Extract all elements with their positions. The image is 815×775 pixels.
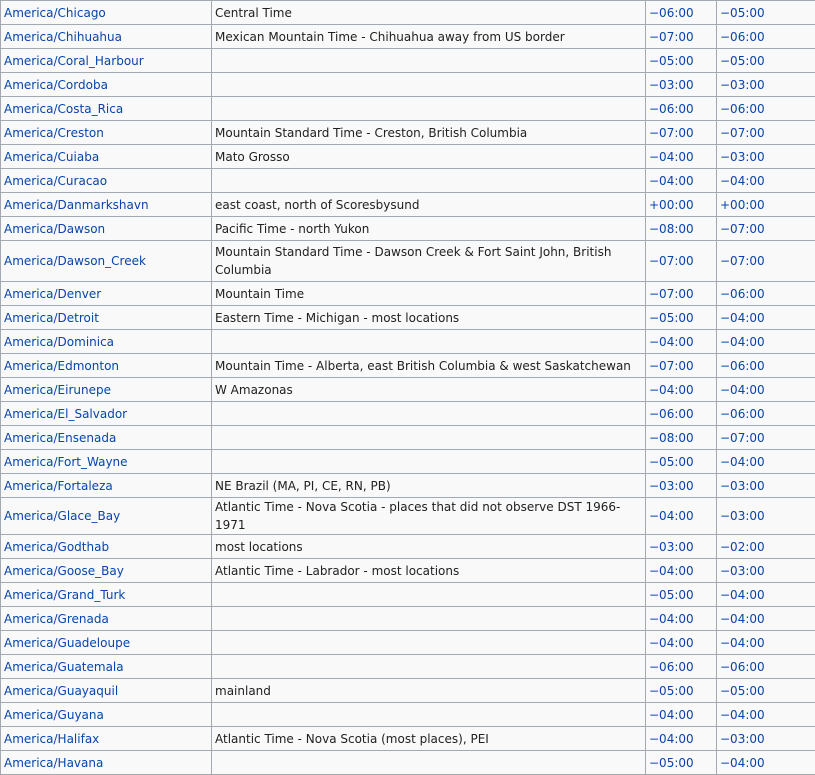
utc-offset-cell: +00:00 [646,193,717,217]
timezone-table-body [1,1,815,775]
zone-comment-cell [212,751,646,775]
zone-name-cell [1,426,212,450]
utc-offset-cell: −06:00 [646,1,717,25]
utc-offset-cell: −05:00 [646,679,717,703]
utc-offset-cell: −06:00 [646,655,717,679]
zone-comment-cell: mainland [212,679,646,703]
zone-name-cell [1,498,212,535]
zone-name-cell [1,751,212,775]
zone-link[interactable]: America/Coral_Harbour [4,54,144,68]
zone-link[interactable]: America/Dawson_Creek [4,254,146,268]
zone-comment-cell: Pacific Time - north Yukon [212,217,646,241]
zone-comment-cell: Mato Grosso [212,145,646,169]
utc-offset-cell: −05:00 [646,306,717,330]
utc-dst-offset-cell: −07:00 [717,426,815,450]
zone-link[interactable]: America/Guayaquil [4,684,118,698]
table-row [1,193,815,217]
zone-comment-cell: Eastern Time - Michigan - most locations [212,306,646,330]
table-row [1,727,815,751]
utc-offset-cell: −07:00 [646,121,717,145]
table-row [1,97,815,121]
zone-link[interactable]: America/Dawson [4,222,105,236]
utc-offset-cell: −03:00 [646,73,717,97]
zone-comment-cell: Mountain Time - Alberta, east British Columbia & west Saskatchewan [212,354,646,378]
table-row [1,169,815,193]
zone-comment-cell: most locations [212,535,646,559]
zone-name-cell [1,241,212,282]
utc-offset-cell: −07:00 [646,354,717,378]
zone-name-cell [1,402,212,426]
table-row [1,679,815,703]
zone-comment-cell [212,426,646,450]
zone-name-cell [1,607,212,631]
table-row [1,426,815,450]
zone-link[interactable]: America/Chicago [4,6,106,20]
table-row [1,450,815,474]
zone-name-cell [1,145,212,169]
zone-comment-cell [212,402,646,426]
zone-comment-cell: Atlantic Time - Labrador - most locations [212,559,646,583]
zone-name-cell [1,121,212,145]
zone-name-cell [1,679,212,703]
table-row [1,282,815,306]
zone-link[interactable]: America/Detroit [4,311,99,325]
table-row [1,330,815,354]
table-row [1,306,815,330]
zone-name-cell [1,330,212,354]
table-row [1,25,815,49]
zone-link[interactable]: America/Chihuahua [4,30,122,44]
utc-offset-cell: −08:00 [646,426,717,450]
utc-dst-offset-cell: −04:00 [717,751,815,775]
utc-dst-offset-cell: −05:00 [717,1,815,25]
zone-name-cell [1,193,212,217]
table-row [1,607,815,631]
table-row [1,751,815,775]
utc-offset-cell: −07:00 [646,241,717,282]
zone-name-cell [1,73,212,97]
zone-link[interactable]: America/Glace_Bay [4,509,120,523]
zone-comment-cell [212,97,646,121]
zone-link[interactable]: America/Guadeloupe [4,636,130,650]
zone-name-cell [1,727,212,751]
utc-dst-offset-cell: −04:00 [717,631,815,655]
zone-name-cell [1,703,212,727]
table-row [1,631,815,655]
zone-link[interactable]: America/Dominica [4,335,114,349]
utc-offset-cell: −04:00 [646,330,717,354]
utc-offset-cell: −04:00 [646,727,717,751]
zone-comment-cell: Mountain Time [212,282,646,306]
utc-offset-cell: −06:00 [646,97,717,121]
utc-dst-offset-cell: −06:00 [717,282,815,306]
zone-name-cell [1,559,212,583]
utc-dst-offset-cell: −04:00 [717,583,815,607]
table-row [1,474,815,498]
utc-dst-offset-cell: −05:00 [717,49,815,73]
zone-comment-cell: east coast, north of Scoresbysund [212,193,646,217]
utc-offset-cell: −04:00 [646,378,717,402]
zone-comment-cell: Mountain Standard Time - Creston, British Columbia [212,121,646,145]
zone-comment-cell [212,655,646,679]
zone-comment-cell: Atlantic Time - Nova Scotia (most places), PEI [212,727,646,751]
zone-comment-cell [212,631,646,655]
table-row [1,559,815,583]
zone-link[interactable]: America/Fort_Wayne [4,455,128,469]
utc-dst-offset-cell: −03:00 [717,559,815,583]
utc-offset-cell: −04:00 [646,703,717,727]
utc-offset-cell: −08:00 [646,217,717,241]
utc-dst-offset-cell: −07:00 [717,217,815,241]
zone-name-cell [1,282,212,306]
zone-name-cell [1,583,212,607]
zone-link[interactable]: America/Guyana [4,708,104,722]
utc-offset-cell: −07:00 [646,282,717,306]
utc-dst-offset-cell: −06:00 [717,25,815,49]
utc-offset-cell: −04:00 [646,498,717,535]
table-row [1,241,815,282]
table-row [1,121,815,145]
zone-comment-cell [212,450,646,474]
table-row [1,378,815,402]
zone-name-cell [1,97,212,121]
zone-name-cell [1,306,212,330]
zone-name-cell [1,25,212,49]
zone-comment-cell [212,607,646,631]
utc-dst-offset-cell: −04:00 [717,450,815,474]
zone-name-cell [1,655,212,679]
zone-comment-cell [212,169,646,193]
utc-dst-offset-cell: −04:00 [717,607,815,631]
zone-link[interactable]: America/Edmonton [4,359,119,373]
utc-dst-offset-cell: −04:00 [717,330,815,354]
zone-link[interactable]: America/Costa_Rica [4,102,123,116]
utc-dst-offset-cell: −05:00 [717,679,815,703]
zone-comment-cell: NE Brazil (MA, PI, CE, RN, PB) [212,474,646,498]
utc-dst-offset-cell: −03:00 [717,73,815,97]
utc-dst-offset-cell: −06:00 [717,402,815,426]
utc-offset-cell: −03:00 [646,474,717,498]
utc-dst-offset-cell: −03:00 [717,145,815,169]
zone-comment-cell: Mexican Mountain Time - Chihuahua away from US border [212,25,646,49]
utc-offset-cell: −05:00 [646,49,717,73]
utc-offset-cell: −04:00 [646,169,717,193]
zone-name-cell [1,49,212,73]
utc-offset-cell: −03:00 [646,535,717,559]
zone-link[interactable]: America/Ensenada [4,431,116,445]
utc-dst-offset-cell: −04:00 [717,378,815,402]
zone-comment-cell: Atlantic Time - Nova Scotia - places that did not observe DST 1966-1971 [212,498,646,535]
zone-link[interactable]: America/Grenada [4,612,109,626]
zone-comment-cell: Mountain Standard Time - Dawson Creek & Fort Saint John, British Columbia [212,241,646,282]
zone-name-cell [1,1,212,25]
zone-comment-cell [212,49,646,73]
table-row [1,49,815,73]
zone-name-cell [1,378,212,402]
utc-dst-offset-cell: −06:00 [717,354,815,378]
table-row [1,354,815,378]
table-row [1,583,815,607]
zone-name-cell [1,217,212,241]
zone-link[interactable]: America/Halifax [4,732,99,746]
table-row [1,1,815,25]
table-row [1,535,815,559]
utc-dst-offset-cell: −06:00 [717,655,815,679]
utc-offset-cell: −04:00 [646,559,717,583]
utc-offset-cell: −06:00 [646,402,717,426]
utc-offset-cell: −05:00 [646,751,717,775]
zone-name-cell [1,354,212,378]
zone-link[interactable]: America/Eirunepe [4,383,111,397]
zone-link[interactable]: America/Fortaleza [4,479,113,493]
table-row [1,73,815,97]
zone-comment-cell: W Amazonas [212,378,646,402]
utc-dst-offset-cell: +00:00 [717,193,815,217]
utc-offset-cell: −04:00 [646,631,717,655]
zone-comment-cell [212,330,646,354]
table-row [1,217,815,241]
utc-dst-offset-cell: −03:00 [717,474,815,498]
utc-dst-offset-cell: −04:00 [717,306,815,330]
zone-link[interactable]: America/Curacao [4,174,107,188]
zone-link[interactable]: America/Danmarkshavn [4,198,149,212]
zone-link[interactable]: America/Goose_Bay [4,564,124,578]
zone-comment-cell: Central Time [212,1,646,25]
zone-link[interactable]: America/Cuiaba [4,150,99,164]
zone-comment-cell [212,583,646,607]
table-row [1,402,815,426]
table-row [1,703,815,727]
zone-link[interactable]: America/Havana [4,756,103,770]
zone-name-cell [1,450,212,474]
zone-name-cell [1,169,212,193]
utc-dst-offset-cell: −06:00 [717,97,815,121]
zone-name-cell [1,474,212,498]
utc-offset-cell: −05:00 [646,583,717,607]
utc-dst-offset-cell: −04:00 [717,703,815,727]
utc-dst-offset-cell: −03:00 [717,727,815,751]
zone-name-cell [1,631,212,655]
zone-comment-cell [212,73,646,97]
zone-link[interactable]: America/Godthab [4,540,109,554]
utc-dst-offset-cell: −04:00 [717,169,815,193]
zone-link[interactable]: America/Denver [4,287,101,301]
zone-link[interactable]: America/Cordoba [4,78,108,92]
zone-link[interactable]: America/Grand_Turk [4,588,125,602]
utc-offset-cell: −07:00 [646,25,717,49]
zone-link[interactable]: America/Guatemala [4,660,124,674]
zone-comment-cell [212,703,646,727]
table-row [1,655,815,679]
utc-offset-cell: −04:00 [646,145,717,169]
utc-offset-cell: −05:00 [646,450,717,474]
zone-name-cell [1,535,212,559]
zone-link[interactable]: America/Creston [4,126,104,140]
zone-link[interactable]: America/El_Salvador [4,407,127,421]
utc-dst-offset-cell: −07:00 [717,121,815,145]
utc-dst-offset-cell: −02:00 [717,535,815,559]
table-row [1,145,815,169]
utc-dst-offset-cell: −03:00 [717,498,815,535]
utc-offset-cell: −04:00 [646,607,717,631]
utc-dst-offset-cell: −07:00 [717,241,815,282]
table-row [1,498,815,535]
